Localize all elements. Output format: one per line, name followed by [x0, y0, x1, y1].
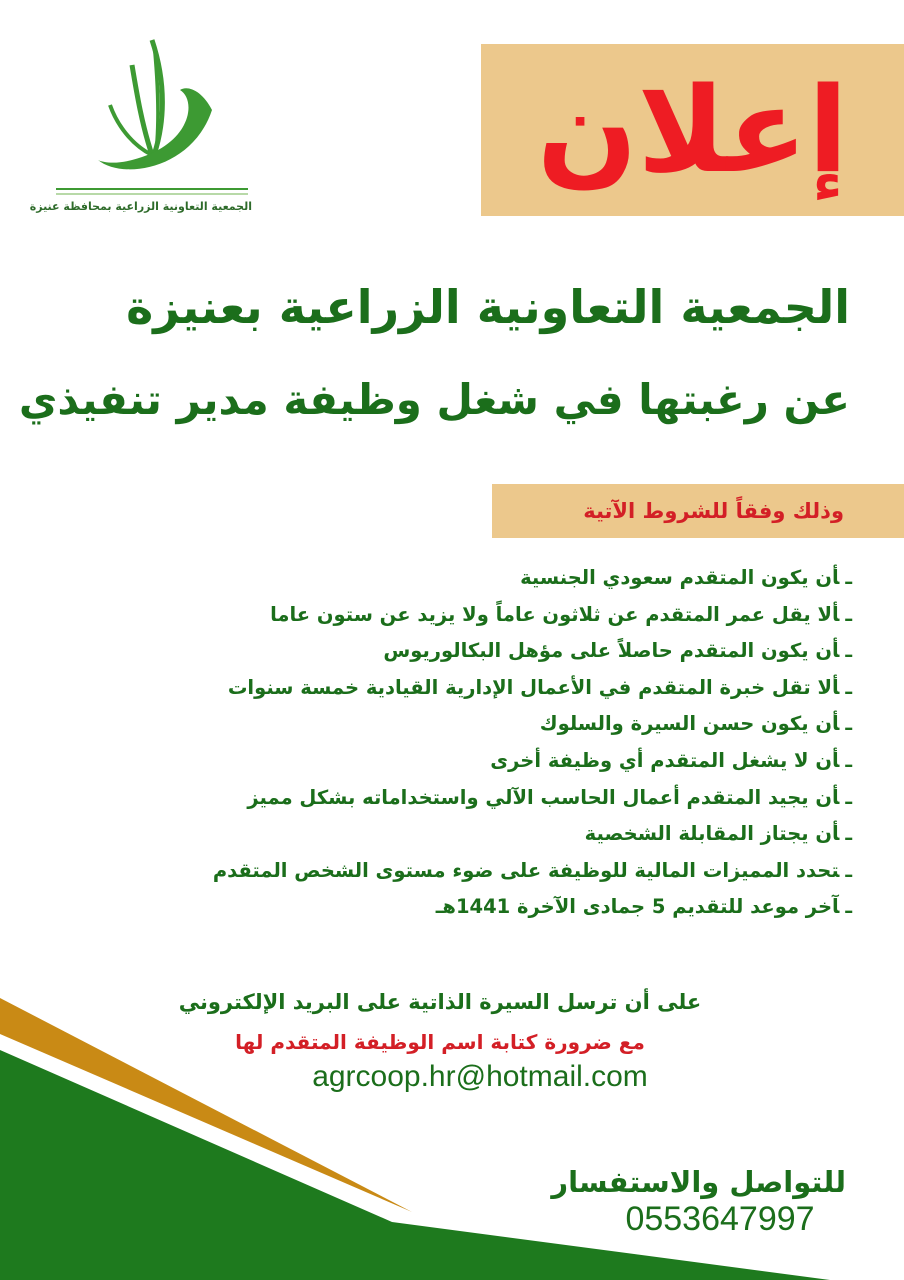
list-item: ـأن يكون المتقدم سعودي الجنسية [520, 566, 852, 589]
list-item: ـألا يقل عمر المتقدم عن ثلاثون عاماً ولا يزيد عن ستون عاما [270, 602, 852, 626]
list-item: ـآخر موعد للتقديم 5 جمادى الآخرة 1441هـ [435, 895, 852, 919]
cv-note: مع ضرورة كتابة اسم الوظيفة المتقدم لها [235, 1030, 645, 1054]
list-item: ـأن يجيد المتقدم أعمال الحاسب الآلي واستخداماته بشكل مميز [247, 785, 852, 809]
phone-number[interactable]: 0553647997 [625, 1200, 815, 1238]
logo-caption: الجمعية التعاونية الزراعية بمحافظة عنيزة [29, 200, 252, 213]
page-title: الجمعية التعاونية الزراعية بعنيزة [126, 280, 850, 334]
conditions-heading: وذلك وفقاً للشروط الآتية [583, 499, 844, 523]
list-item: ـأن يجتاز المقابلة الشخصية [584, 822, 852, 846]
page-subtitle: عن رغبتها في شغل وظيفة مدير تنفيذي [18, 375, 850, 424]
list-item: ـألا تقل خبرة المتقدم في الأعمال الإدارية القيادية خمسة سنوات [227, 675, 852, 699]
announcement-label: إعلان [536, 61, 849, 199]
email-address[interactable]: agrcoop.hr@hotmail.com [312, 1060, 648, 1093]
list-item: ـأن لا يشغل المتقدم أي وظيفة أخرى [490, 748, 852, 772]
list-item: ـأن يكون المتقدم حاصلاً على مؤهل البكالوريوس [383, 639, 852, 663]
contact-label: للتواصل والاستفسار [551, 1165, 846, 1199]
list-item: ـأن يكون حسن السيرة والسلوك [539, 712, 852, 736]
list-item: ـتحدد المميزات المالية للوظيفة على ضوء مستوى الشخص المتقدم [212, 858, 852, 882]
cv-instructions: على أن ترسل السيرة الذاتية على البريد الإلكتروني [178, 990, 702, 1014]
